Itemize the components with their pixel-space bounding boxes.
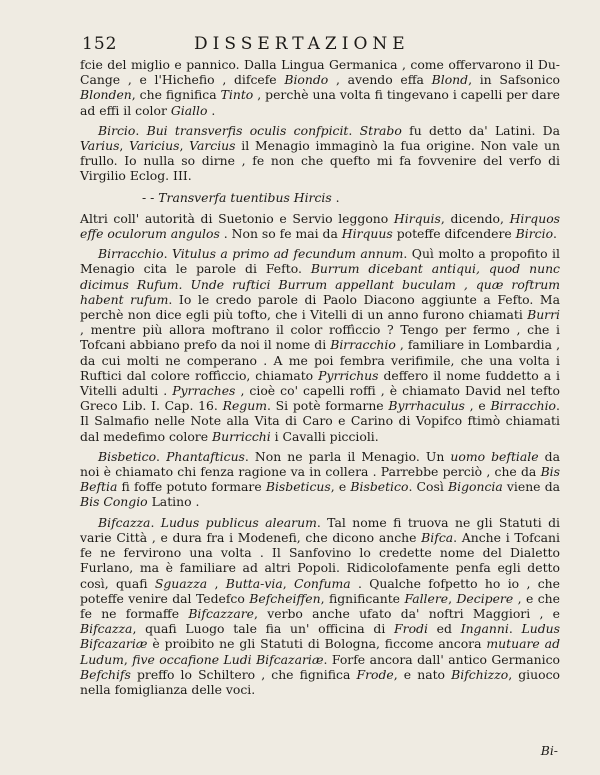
- italic-term: Bifchizzo: [451, 666, 509, 682]
- text-run: , giuoco nella fomiglianza delle voci.: [80, 666, 560, 697]
- text-run: poteffe difcendere: [392, 226, 516, 242]
- text-run: , e: [464, 398, 491, 414]
- text-run: , e nato: [393, 666, 452, 682]
- italic-term: Hirquus: [341, 226, 393, 242]
- running-title: DISSERTAZIONE: [194, 34, 410, 54]
- text-run: , cioè co' capelli roffi , è chiamato David nel tefto Greco Lib. I. Cap. 16.: [80, 383, 560, 414]
- text-run: .: [150, 514, 161, 530]
- text-run: i Cavalli piccioli.: [270, 428, 379, 444]
- text-run: . Qualche fofpetto ho io , che poteffe venire dal Tedefco: [80, 575, 560, 606]
- italic-term: Biondo: [284, 72, 329, 88]
- italic-term: Birracchio: [98, 246, 164, 262]
- text-run: fu detto da' Latini. Da: [401, 122, 560, 138]
- italic-term: Varcius: [189, 138, 236, 154]
- italic-term: Burri: [527, 307, 560, 323]
- italic-term: uomo beftiale: [450, 448, 539, 464]
- italic-term: mutuare ad Ludum: [80, 636, 560, 667]
- italic-term: Hirquis: [393, 210, 441, 226]
- text-run: .: [348, 122, 360, 138]
- text-run: . Anche i Tofcani fe ne fervirono una volta . Il Sanfovino lo credette nome del Dialetto Furlano, ma è familiare ad altri Popoli. Ridicolofamente penfa egli detto così, quafi: [80, 529, 561, 591]
- italic-term: Transverfa tuentibus Hircis: [158, 189, 332, 205]
- italic-term: Regum: [222, 398, 267, 414]
- text-run: .: [553, 226, 557, 242]
- text-run: , perchè una volta fi tingevano i capelli per dare ad effi il color: [80, 87, 560, 118]
- italic-term: Befcheiffen: [249, 590, 321, 606]
- italic-term: Bifcazza: [98, 514, 151, 530]
- italic-term: Birracchio: [490, 398, 557, 414]
- italic-term: Strabo: [359, 122, 402, 138]
- text-run: , dicendo,: [440, 210, 510, 226]
- text-run: ,: [207, 575, 226, 591]
- text-run: il Menagio immaginò la fua origine. Non vale un frullo. Io nulla so dirne , fe non che quefto mi fa fovvenire del verfo di Virgilio Eclog. III.: [80, 138, 560, 184]
- italic-term: Pyrrichus: [318, 367, 379, 383]
- text-run: .: [508, 621, 522, 637]
- text-run: , avendo effa: [328, 72, 432, 88]
- paragraph: [80, 123, 560, 184]
- page-number: 152: [82, 34, 118, 54]
- page-header: [82, 34, 552, 56]
- italic-term: Bifcazzare: [188, 605, 255, 621]
- text-run: , in Safsonico: [468, 72, 560, 88]
- italic-term: Burrum dicebant antiqui, quod nunc dicimus Rufum. Unde ruftici Burrum appellant buculam , quæ roftrum habent rufum: [80, 261, 560, 307]
- text-run: . Il Salmafio nelle Note alla Vita di Caro e Carino di Vopifco ftimò chiamati dal medefimo colore: [80, 398, 560, 444]
- text-run: . Forfe ancora dall' antico Germanico: [323, 651, 560, 667]
- text-run: ,: [448, 590, 457, 606]
- text-run: è proibito ne gli Statuti di Bologna, ficcome ancora: [147, 636, 487, 652]
- text-run: viene da: [502, 479, 561, 495]
- italic-term: five occafione Ludi Bifcazariæ: [132, 651, 324, 667]
- text-run: deffero il nome fuddetto a i Vitelli adulti .: [80, 367, 560, 399]
- italic-term: Phantafticus: [166, 448, 245, 464]
- body-text: [80, 57, 560, 697]
- paragraph: [80, 449, 560, 510]
- catchword: Bi-: [540, 743, 558, 758]
- text-run: Altri coll' autorità di Suetonio e Servio leggono: [80, 210, 394, 226]
- text-run: preffo lo Schiltero , che fignifica: [130, 666, 357, 682]
- italic-term: Birracchio: [330, 337, 396, 353]
- italic-term: Varius: [80, 138, 120, 154]
- italic-term: Vitulus a primo ad fecundum annum: [171, 246, 404, 262]
- text-run: ,: [179, 138, 190, 154]
- text-run: . Tal nome fi truova ne gli Statuti di varie Città , e dura fra i Modenefi, che dicono anche: [80, 514, 560, 545]
- italic-term: Ludus publicus alearum: [160, 514, 317, 530]
- text-run: ,: [123, 651, 133, 667]
- italic-term: Tinto: [220, 87, 254, 103]
- italic-term: Decipere: [456, 590, 514, 606]
- italic-term: Bifca: [421, 529, 454, 545]
- paragraph: [80, 211, 560, 241]
- paragraph: [80, 246, 560, 444]
- paragraph: [80, 515, 560, 697]
- italic-term: Burricchi: [212, 428, 271, 444]
- italic-term: Befchifs: [80, 666, 131, 682]
- text-run: , verbo anche ufato da' noftri Maggiori , e: [254, 605, 560, 621]
- italic-term: Bisbeticus: [265, 479, 331, 495]
- italic-term: Pyrraches: [172, 383, 236, 399]
- text-run: , fignificante: [320, 590, 405, 606]
- italic-term: Confuma: [293, 575, 351, 591]
- text-run: fi foffe potuto formare: [117, 479, 266, 495]
- italic-term: Varicius: [129, 138, 180, 154]
- text-run: . Io le credo parole di Paolo Diacono aggiunte a Fefto. Ma perchè non dice egli più tofto, che i Vitelli di un anno furono chiamati: [80, 291, 561, 323]
- text-run: , quafi Luogo tale fia un' officina di: [132, 621, 395, 637]
- italic-term: Bis Beftia: [80, 464, 560, 495]
- italic-term: Bircio: [98, 122, 136, 138]
- text-run: , familiare in Lombardia , da cui molti ne comperano . A me poi fembra verifimile, che una volta i Ruftici dal colore roffìccio, chiamato: [80, 337, 561, 383]
- text-run: - -: [142, 189, 159, 205]
- text-run: .: [156, 448, 167, 464]
- text-run: , che fignifica: [131, 87, 221, 103]
- text-run: . Non so fe mai da: [219, 226, 342, 242]
- text-run: ,: [282, 575, 294, 591]
- italic-term: Hirquos effe oculorum angulos: [80, 210, 561, 242]
- italic-term: Bisbetico: [350, 479, 409, 495]
- text-run: ed: [427, 621, 461, 637]
- text-run: , e: [330, 479, 351, 495]
- verse-quotation: [80, 190, 560, 205]
- italic-term: Giallo: [170, 102, 208, 118]
- text-run: . Non ne parla il Menagio. Un: [244, 448, 451, 464]
- text-run: . Quì molto a propofito il Menagio cita le parole di Fefto.: [80, 246, 560, 277]
- text-run: , mentre più allora moftrano il color roffìccio ? Tengo per fermo , che i Tofcani abbiano prefo da noi il nome di: [80, 322, 560, 353]
- italic-term: Bisbetico: [98, 448, 157, 464]
- text-run: .: [331, 189, 340, 205]
- italic-term: Sguazza: [154, 575, 208, 591]
- text-run: da noi è chiamato chi fenza ragione va in collera . Parrebbe perciò , che da: [80, 448, 560, 480]
- text-run: . Si potè formarne: [266, 398, 389, 414]
- text-run: .: [163, 246, 172, 262]
- italic-term: Ludus Bifcazariæ: [80, 621, 560, 652]
- italic-term: Butta-via: [225, 575, 283, 591]
- text-run: . Così: [408, 479, 448, 495]
- italic-term: Bircio: [515, 226, 554, 242]
- italic-term: Blonden: [80, 87, 132, 103]
- italic-term: Bigoncia: [448, 479, 503, 495]
- italic-term: Blond: [431, 72, 469, 88]
- italic-term: Bui transverfis oculis confpicit: [146, 122, 349, 138]
- italic-term: Frode: [356, 666, 394, 682]
- paragraph: [80, 57, 560, 118]
- italic-term: Frodi: [394, 621, 428, 637]
- italic-term: Byrrhaculus: [388, 398, 465, 414]
- italic-term: Bifcazza: [80, 621, 133, 637]
- text-run: .: [135, 122, 147, 138]
- text-run: Latino .: [147, 494, 200, 510]
- text-run: ,: [119, 138, 130, 154]
- italic-term: Bis Congio: [80, 494, 148, 510]
- text-run: , e che fe ne formaffe: [80, 590, 560, 621]
- text-run: .: [207, 102, 216, 118]
- italic-term: Inganni: [460, 621, 509, 637]
- text-run: fcie del miglio e pannico. Dalla Lingua Germanica , come offervarono il Du-Cange , e l'Hichefio , difcefe: [80, 57, 560, 88]
- italic-term: Fallere: [404, 590, 449, 606]
